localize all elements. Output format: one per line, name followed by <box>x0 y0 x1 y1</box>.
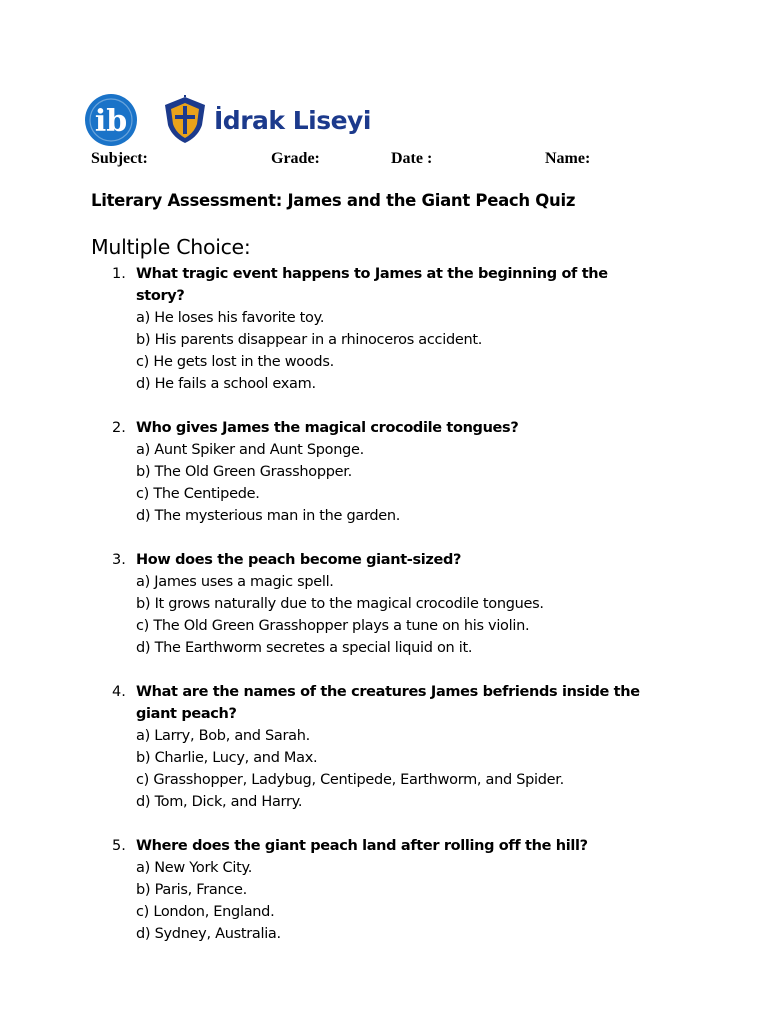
answer-option: c) The Old Green Grasshopper plays a tune on his violin. <box>136 618 530 634</box>
question-number: 4. <box>112 684 126 700</box>
question-item <box>0 417 768 527</box>
answer-option: c) The Centipede. <box>136 486 260 502</box>
answer-option: b) His parents disappear in a rhinoceros accident. <box>136 332 483 348</box>
question-number: 2. <box>112 420 126 436</box>
ib-logo-icon <box>84 93 138 147</box>
answer-option: a) He loses his favorite toy. <box>136 310 325 326</box>
school-name: İdrak Liseyi <box>214 105 371 135</box>
question-text: Who gives James the magical crocodile tongues? <box>136 420 519 436</box>
question-number: 1. <box>112 266 126 282</box>
answer-option: a) Aunt Spiker and Aunt Sponge. <box>136 442 364 458</box>
answer-option: b) It grows naturally due to the magical crocodile tongues. <box>136 596 544 612</box>
question-text: What tragic event happens to James at the beginning of the story? <box>136 266 608 304</box>
answer-option: c) He gets lost in the woods. <box>136 354 334 370</box>
ib-logo-text: ib <box>94 104 128 139</box>
answer-option: d) Sydney, Australia. <box>136 926 281 942</box>
answer-option: a) James uses a magic spell. <box>136 574 334 590</box>
grade-label: Grade: <box>271 150 320 167</box>
date-label: Date : <box>391 150 433 167</box>
question-item <box>0 549 768 659</box>
question-list <box>0 263 768 967</box>
answer-option: c) Grasshopper, Ladybug, Centipede, Earthworm, and Spider. <box>136 772 564 788</box>
answer-option: b) Charlie, Lucy, and Max. <box>136 750 318 766</box>
student-info-row <box>91 150 651 172</box>
question-item <box>0 681 768 813</box>
question-text: Where does the giant peach land after rolling off the hill? <box>136 838 588 854</box>
answer-option: c) London, England. <box>136 904 275 920</box>
name-label: Name: <box>545 150 591 167</box>
question-item <box>0 835 768 945</box>
answer-option: d) The Earthworm secretes a special liquid on it. <box>136 640 473 656</box>
logo-bar <box>84 92 371 148</box>
shield-icon <box>162 95 208 145</box>
answer-option: b) Paris, France. <box>136 882 247 898</box>
question-text: What are the names of the creatures James befriends inside the giant peach? <box>136 684 640 722</box>
question-number: 3. <box>112 552 126 568</box>
answer-option: d) He fails a school exam. <box>136 376 316 392</box>
subject-label: Subject: <box>91 150 148 167</box>
answer-option: b) The Old Green Grasshopper. <box>136 464 352 480</box>
question-number: 5. <box>112 838 126 854</box>
question-text: How does the peach become giant-sized? <box>136 552 462 568</box>
section-heading: Multiple Choice: <box>91 235 251 259</box>
answer-option: a) New York City. <box>136 860 253 876</box>
answer-option: d) Tom, Dick, and Harry. <box>136 794 303 810</box>
answer-option: a) Larry, Bob, and Sarah. <box>136 728 310 744</box>
school-logo <box>162 95 371 145</box>
question-item <box>0 263 768 395</box>
document-title: Literary Assessment: James and the Giant Peach Quiz <box>91 191 576 210</box>
answer-option: d) The mysterious man in the garden. <box>136 508 401 524</box>
